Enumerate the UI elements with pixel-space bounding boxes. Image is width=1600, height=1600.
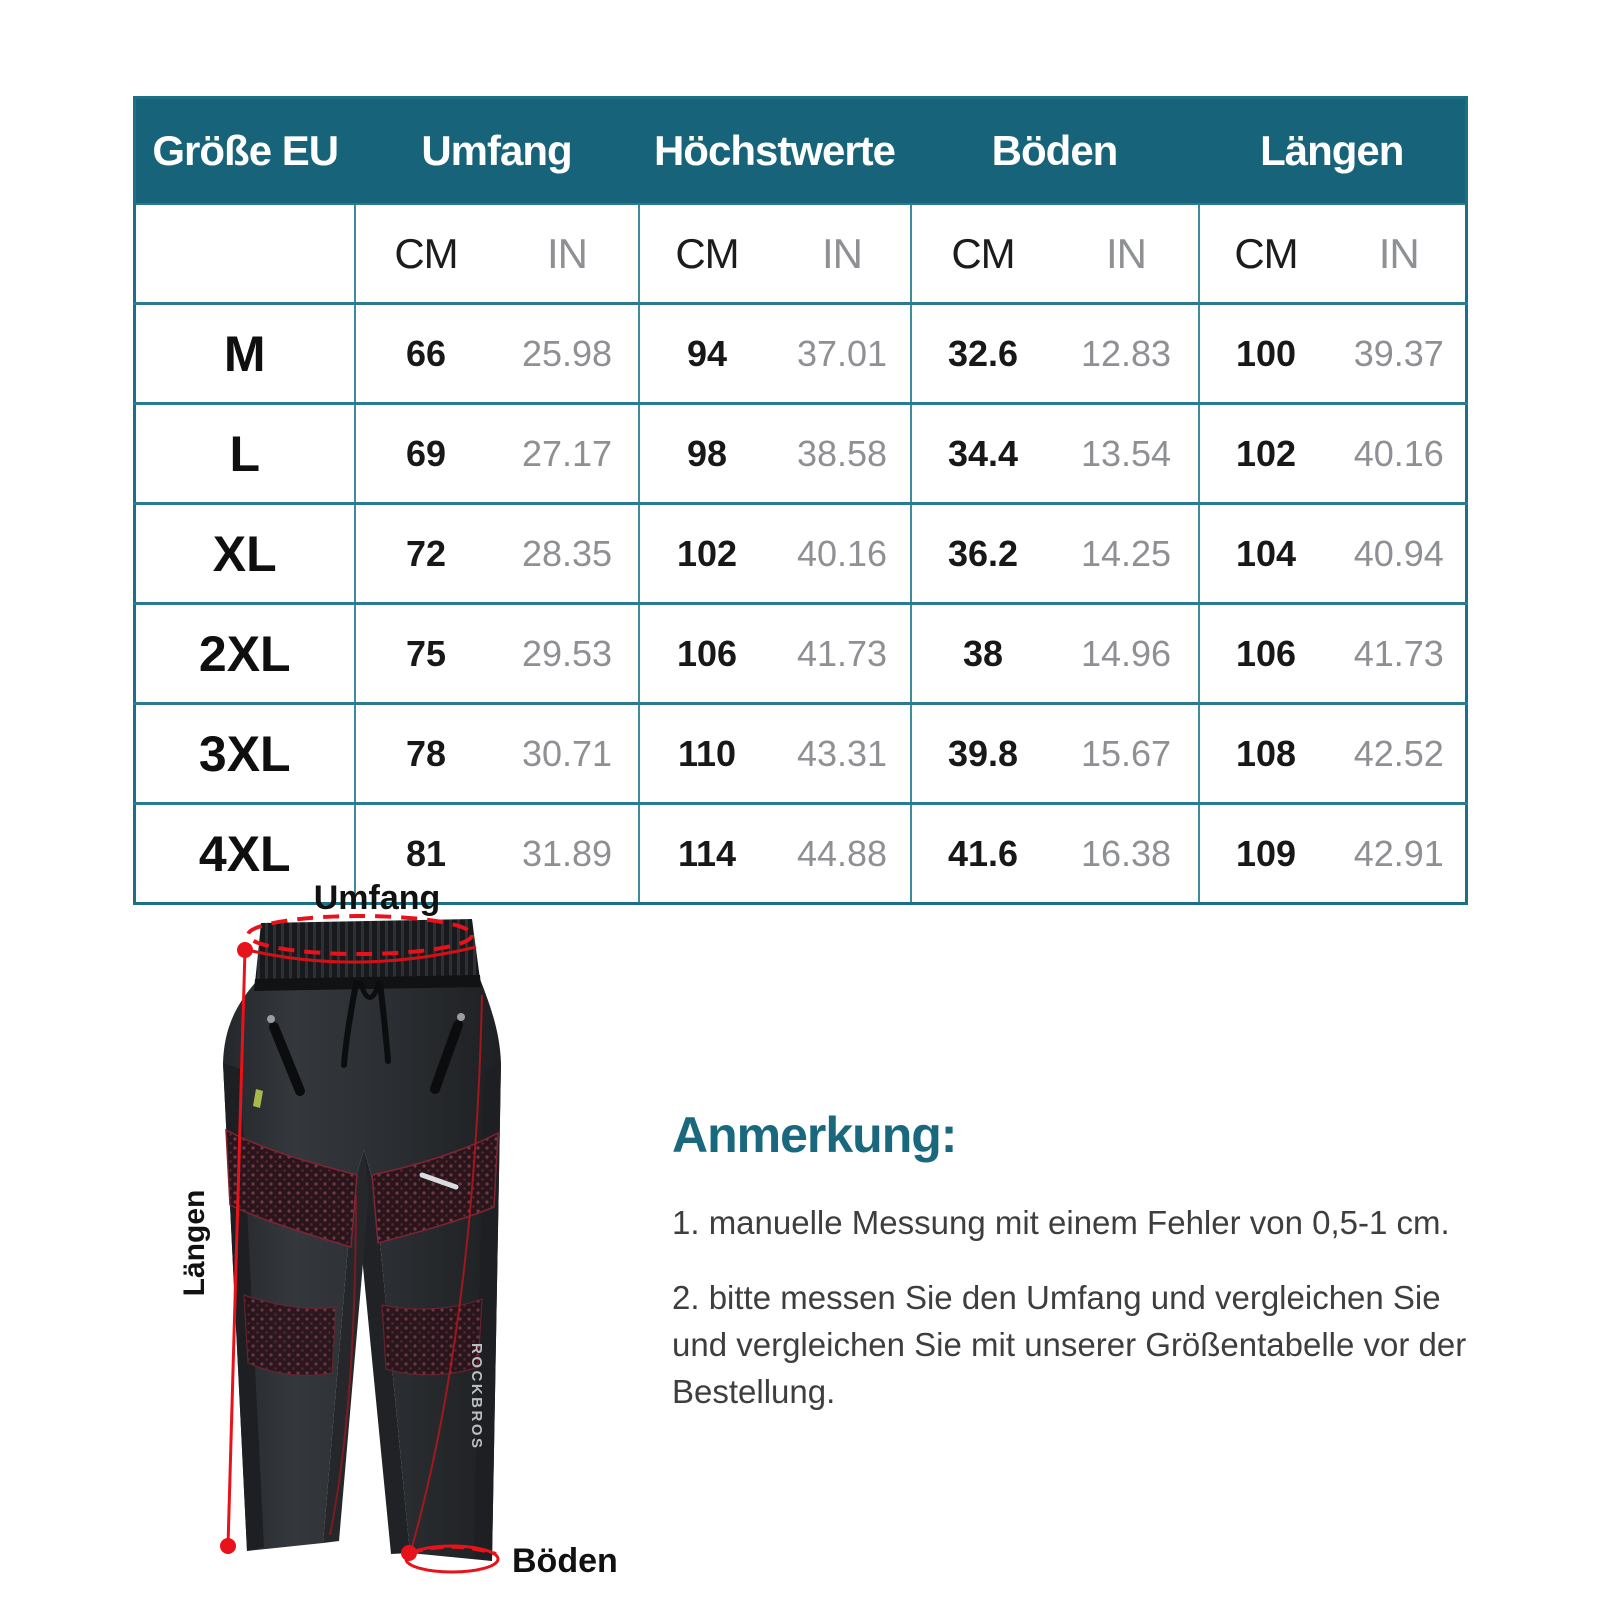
cell-laengen-cm: 108 — [1199, 704, 1333, 804]
cell-laengen-in: 42.91 — [1333, 804, 1467, 904]
size-cell: L — [135, 404, 355, 504]
unit-cm-laengen: CM — [1199, 204, 1333, 304]
column-header-groesse-eu: Größe EU — [135, 98, 355, 205]
label-boeden: Böden — [512, 1542, 618, 1580]
cell-umfang-cm: 69 — [355, 404, 497, 504]
pants-measurement-figure — [160, 875, 620, 1590]
cell-laengen-cm: 100 — [1199, 304, 1333, 404]
table-row-m — [135, 304, 1467, 404]
cell-boeden-cm: 41.6 — [911, 804, 1055, 904]
cell-boeden-cm: 34.4 — [911, 404, 1055, 504]
size-cell: 2XL — [135, 604, 355, 704]
cell-hoechstwerte-in: 38.58 — [775, 404, 911, 504]
size-cell: M — [135, 304, 355, 404]
column-header-laengen: Längen — [1199, 98, 1467, 205]
pants-illustration — [160, 875, 620, 1590]
notes-heading: Anmerkung: — [672, 1107, 957, 1163]
cell-boeden-in: 14.96 — [1055, 604, 1199, 704]
cell-laengen-in: 39.37 — [1333, 304, 1467, 404]
label-umfang: Umfang — [313, 879, 441, 917]
cell-hoechstwerte-in: 43.31 — [775, 704, 911, 804]
table-row-xl — [135, 504, 1467, 604]
note-item-2: 2. bitte messen Sie den Umfang und vergleichen Sie und vergleichen Sie mit unserer Größentabelle vor der Bestellung. — [672, 1278, 1467, 1410]
cell-boeden-cm: 39.8 — [911, 704, 1055, 804]
cell-umfang-in: 25.98 — [497, 304, 639, 404]
cell-hoechstwerte-cm: 114 — [639, 804, 775, 904]
cell-umfang-in: 28.35 — [497, 504, 639, 604]
label-laengen: Längen — [178, 1189, 211, 1297]
cell-laengen-cm: 106 — [1199, 604, 1333, 704]
cell-umfang-cm: 66 — [355, 304, 497, 404]
column-header-umfang: Umfang — [355, 98, 639, 205]
cell-umfang-cm: 75 — [355, 604, 497, 704]
column-header-boeden: Böden — [911, 98, 1199, 205]
cell-laengen-in: 40.94 — [1333, 504, 1467, 604]
cell-laengen-in: 40.16 — [1333, 404, 1467, 504]
unit-cm-umfang: CM — [355, 204, 497, 304]
cell-hoechstwerte-in: 41.73 — [775, 604, 911, 704]
cell-umfang-in: 31.89 — [497, 804, 639, 904]
cell-laengen-cm: 104 — [1199, 504, 1333, 604]
cell-hoechstwerte-cm: 98 — [639, 404, 775, 504]
cell-umfang-cm: 78 — [355, 704, 497, 804]
cell-laengen-in: 41.73 — [1333, 604, 1467, 704]
cell-boeden-in: 15.67 — [1055, 704, 1199, 804]
note-item-1: 1. manuelle Messung mit einem Fehler von 0,5-1 cm. — [672, 1204, 1450, 1241]
unit-in-boeden: IN — [1106, 229, 1146, 277]
table-header-row — [135, 98, 1467, 205]
cell-umfang-in: 29.53 — [497, 604, 639, 704]
cell-boeden-in: 16.38 — [1055, 804, 1199, 904]
table-row-2xl — [135, 604, 1467, 704]
size-table — [133, 96, 1468, 905]
cell-hoechstwerte-cm: 94 — [639, 304, 775, 404]
cell-umfang-cm: 81 — [355, 804, 497, 904]
size-cell: 4XL — [135, 804, 355, 904]
unit-row — [135, 204, 1467, 304]
table-row-3xl — [135, 704, 1467, 804]
cell-hoechstwerte-in: 44.88 — [775, 804, 911, 904]
cell-hoechstwerte-cm: 106 — [639, 604, 775, 704]
cell-boeden-cm: 32.6 — [911, 304, 1055, 404]
cell-boeden-cm: 36.2 — [911, 504, 1055, 604]
cell-hoechstwerte-cm: 102 — [639, 504, 775, 604]
notes-section — [672, 1106, 1492, 1443]
unit-in-laengen: IN — [1378, 229, 1419, 277]
pants-graphic — [223, 919, 501, 1561]
cell-boeden-cm: 38 — [911, 604, 1055, 704]
size-cell: XL — [135, 504, 355, 604]
unit-cm-hoechstwerte: CM — [639, 204, 775, 304]
unit-in-umfang: IN — [547, 229, 587, 277]
unit-cm-boeden: CM — [911, 204, 1055, 304]
cell-umfang-in: 27.17 — [497, 404, 639, 504]
cell-umfang-in: 30.71 — [497, 704, 639, 804]
cell-umfang-cm: 72 — [355, 504, 497, 604]
cell-laengen-in: 42.52 — [1333, 704, 1467, 804]
cell-laengen-cm: 102 — [1199, 404, 1333, 504]
cell-boeden-in: 13.54 — [1055, 404, 1199, 504]
cell-hoechstwerte-in: 37.01 — [775, 304, 911, 404]
table-row-l — [135, 404, 1467, 504]
cell-boeden-in: 14.25 — [1055, 504, 1199, 604]
cell-hoechstwerte-in: 40.16 — [775, 504, 911, 604]
unit-row-empty-cell — [135, 204, 355, 304]
cell-hoechstwerte-cm: 110 — [639, 704, 775, 804]
size-cell: 3XL — [135, 704, 355, 804]
cell-laengen-cm: 109 — [1199, 804, 1333, 904]
unit-in-hoechstwerte: IN — [822, 229, 862, 277]
brand-text: ROCKBROS — [468, 1343, 485, 1451]
cell-boeden-in: 12.83 — [1055, 304, 1199, 404]
column-header-hoechstwerte: Höchstwerte — [639, 98, 911, 205]
